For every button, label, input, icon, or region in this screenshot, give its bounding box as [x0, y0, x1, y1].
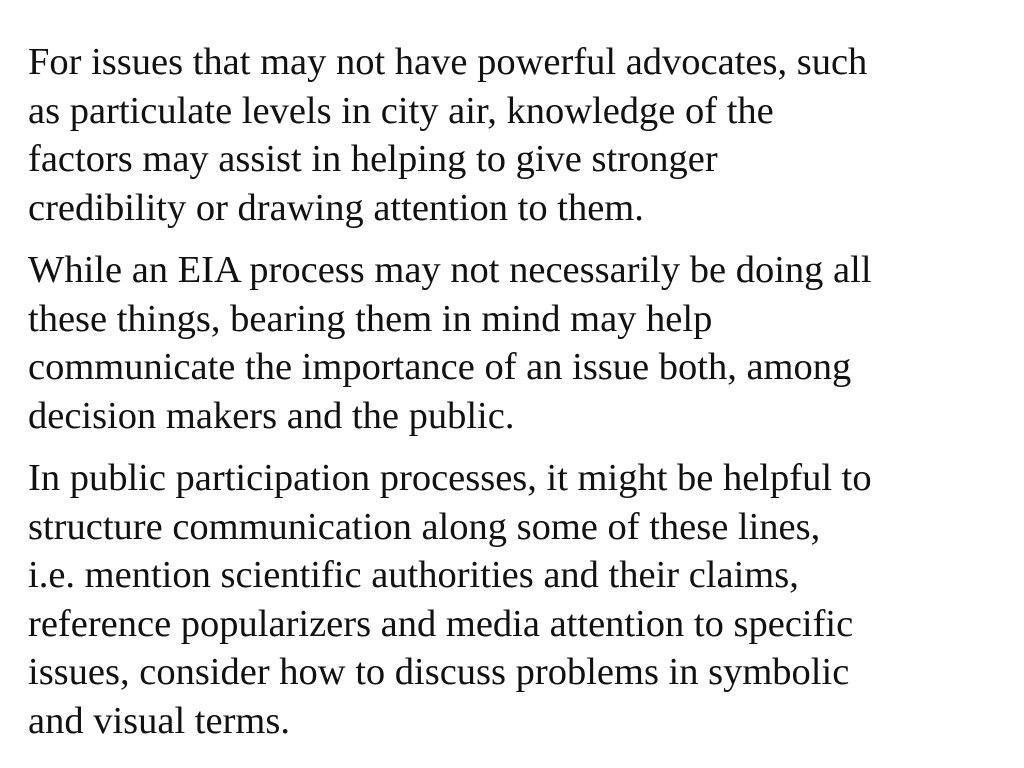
slide-body: [28, 38, 1008, 759]
text-line: communicate the importance of an issue both, among: [28, 346, 852, 388]
paragraph-advocates: [28, 38, 1008, 232]
text-line: i.e. mention scientific authorities and their claims,: [28, 554, 799, 596]
text-line: In public participation processes, it might be helpful to: [28, 457, 872, 499]
text-line: decision makers and the public.: [28, 394, 515, 437]
text-line: credibility or drawing attention to them.: [28, 186, 644, 229]
text-line: factors may assist in helping to give stronger: [28, 138, 718, 180]
text-line: For issues that may not have powerful advocates, such: [28, 41, 868, 83]
text-line: these things, bearing them in mind may help: [28, 297, 713, 340]
text-line: structure communication along some of these lines,: [28, 505, 821, 548]
text-line: and visual terms.: [28, 699, 290, 742]
text-line: While an EIA process may not necessarily be doing all: [28, 249, 872, 291]
text-line: as particulate levels in city air, knowledge of the: [28, 89, 774, 132]
text-line: issues, consider how to discuss problems in symbolic: [28, 651, 850, 693]
text-line: reference popularizers and media attention to specific: [28, 602, 854, 645]
paragraph-eia-process: [28, 246, 1008, 440]
paragraph-public-participation: [28, 454, 1008, 745]
